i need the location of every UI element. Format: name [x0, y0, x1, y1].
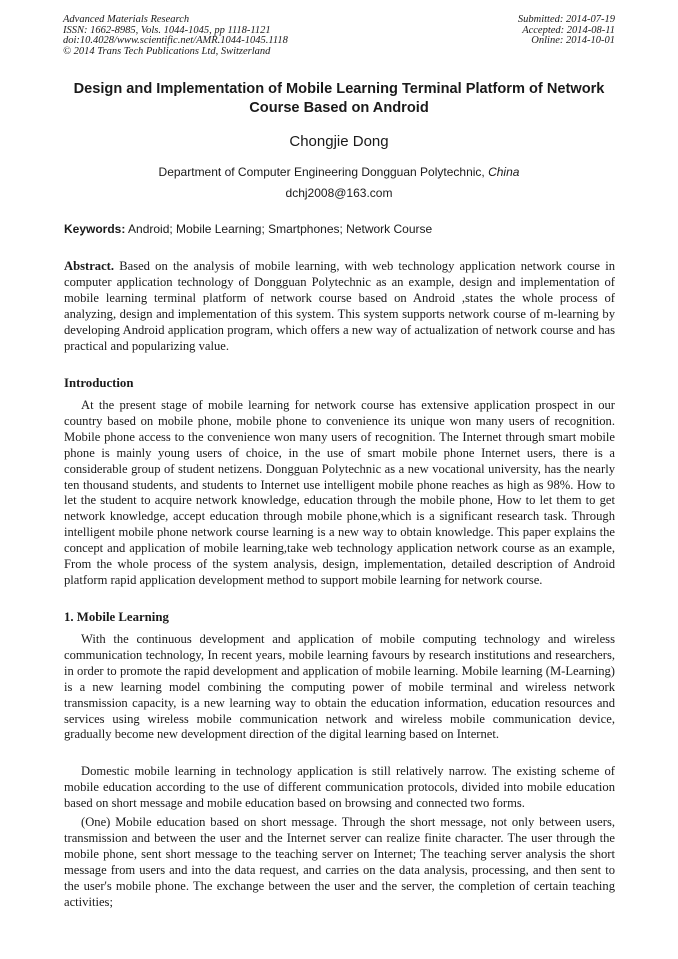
keywords — [64, 222, 432, 236]
mobile-learning-paragraph-2: Domestic mobile learning in technology application is still relatively narrow. The existing scheme of mobile education according to the use of different communication protocols, divided into mobile education based on short message and mobile education based on browsing and connected two forms. — [64, 764, 615, 810]
keywords-text: Android; Mobile Learning; Smartphones; Network Course — [128, 222, 433, 236]
abstract-text: Based on the analysis of mobile learning, with web technology application network course in computer application technology of Dongguan Polytechnic as an example, design and implementation of mobile learning terminal platform of network course based on Android ,states the whole process of analyzing, design and implementation of this system. This system supports network course of m-learning by developing Android application program, which offers a new way of actualization of network course and has practical and popularizing value. — [64, 259, 615, 353]
keywords-label: Keywords: — [64, 222, 126, 236]
section-heading-mobile-learning: 1. Mobile Learning — [64, 610, 169, 624]
journal-copyright: © 2014 Trans Tech Publications Ltd, Switzerland — [63, 45, 271, 57]
accepted-date: Accepted: 2014-08-11 — [522, 24, 615, 36]
affiliation-department: Department of Computer Engineering Dongguan Polytechnic, — [158, 165, 485, 179]
paper-title: Design and Implementation of Mobile Learning Terminal Platform of Network Course Based on Android — [73, 81, 605, 116]
author-name: Chongjie Dong — [289, 133, 389, 150]
submitted-date: Submitted: 2014-07-19 — [517, 14, 615, 25]
submission-dates — [518, 15, 615, 47]
abstract-label: Abstract. — [64, 259, 115, 273]
affiliation-country: China — [488, 165, 520, 179]
journal-doi: doi:10.4028/www.scientific.net/AMR.1044-1045.1118 — [63, 35, 288, 47]
journal-name: Advanced Materials Research — [63, 14, 190, 25]
introduction-paragraph: At the present stage of mobile learning for network course has extensive application prospect in our country based on mobile phone, mobile phone to convenience its unique won many users of recognition. Mobile phone access to the convenience won many users of recognition. The Internet through smart mobile phone is mainly young users of choice, in the use of smart mobile phone Internet users, there is a considerable group of student netizens. Dongguan Polytechnic as a new vocational university, has the nearly ten thousand students, and students to Internet use intelligent mobile phone reaches as high as 98%. How to let the student to acquire network knowledge, education through the mobile phone, How to let them to get network knowledge, accept education through mobile phone,which is a significant research task. Through intelligent mobile phone network course learning is a new way to obtain knowledge. This paper explains the concept and application of mobile learning,take web technology application network course as an example, From the whole process of the system analysis, design, implementation, detailed description of Android platform rapid application development method to support mobile learning for network course. — [64, 398, 615, 587]
mobile-learning-paragraph-1: With the continuous development and application of mobile computing technology and wireless communication technology, In recent years, mobile learning favours by research institutions and researchers, in order to promote the rapid development and application of mobile learning. Mobile learning (M-Learning) is a new learning model combining the computing power of mobile terminal and wireless network transmission capacity, is a new learning way to obtain the education information, education resources and services using wireless mobile communication network and wireless mobile communication device, gradually become new development direction of the digital learning based on Internet. — [64, 632, 615, 742]
abstract — [64, 259, 615, 354]
mobile-learning-paragraph-3: (One) Mobile education based on short message. Through the short message, not only between users, transmission and between the user and the Internet server can realize finite character. The user through the mobile phone, sent short message to the teaching server on Internet; The teaching server analysis the short message from users and into the data request, and carries on the data analysis, processing, and then sent to the user's mobile phone. The exchange between the user and the server, the completion of certain teaching activities; — [64, 815, 615, 909]
section-heading-introduction: Introduction — [64, 376, 134, 390]
author-email: dchj2008@163.com — [285, 186, 393, 200]
journal-issn: ISSN: 1662-8985, Vols. 1044-1045, pp 1118-1121 — [63, 24, 271, 36]
online-date: Online: 2014-10-01 — [531, 35, 615, 47]
journal-info — [63, 15, 288, 57]
author-affiliation — [0, 165, 678, 179]
